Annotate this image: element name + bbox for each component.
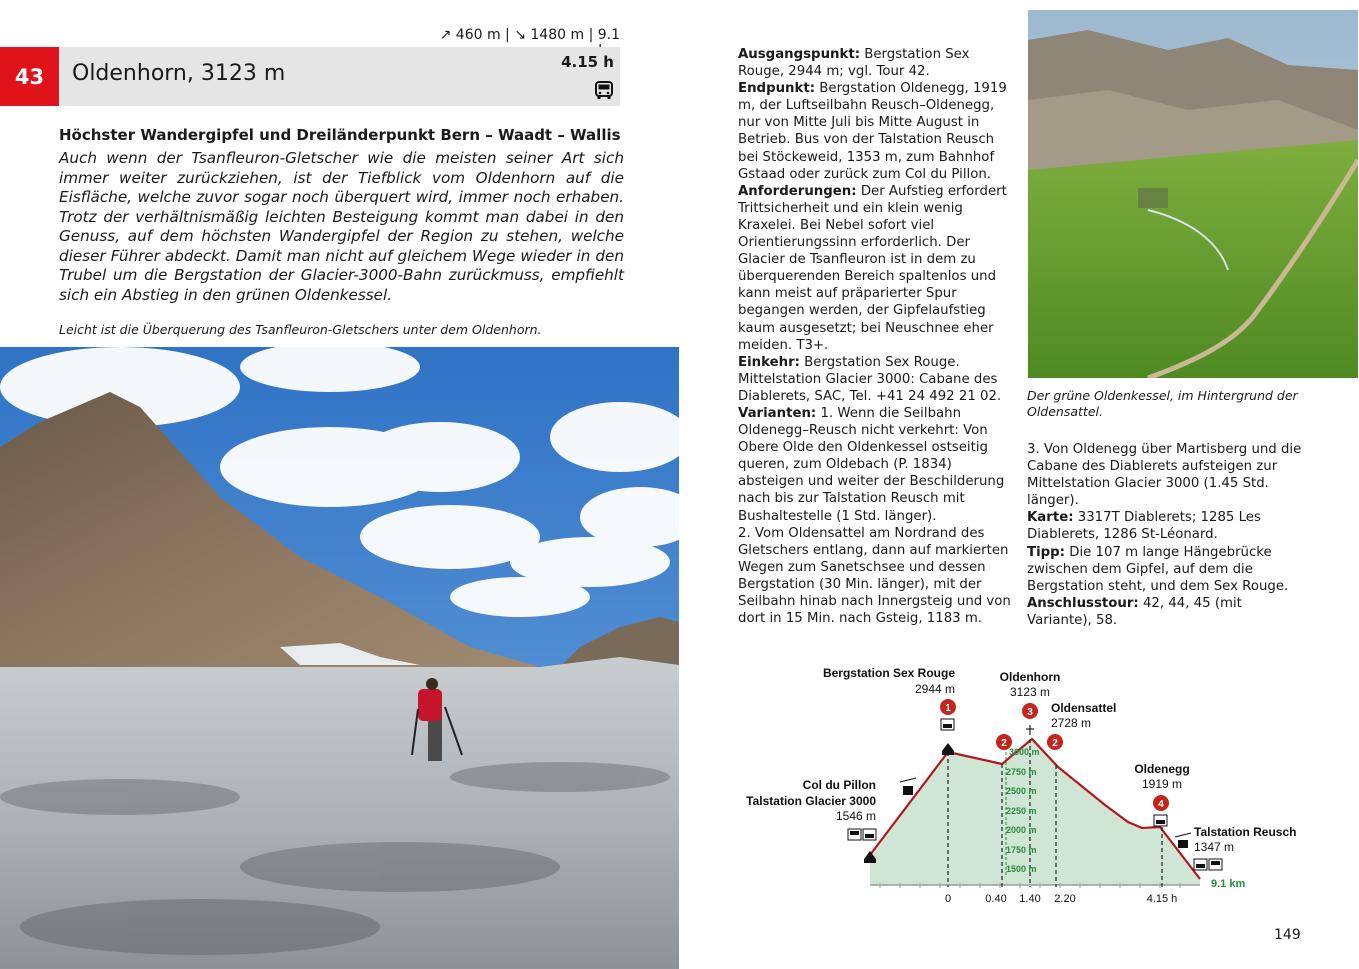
text-anschlusstour: 42, 44, 45 (mit Variante), 58. xyxy=(1027,595,1242,628)
cablecar-icon-reusch xyxy=(1175,833,1191,848)
intro-text: Auch wenn der Tsanfleuron-Gletscher wie die meisten seiner Art sich immer weiter zurückziehen, ist der Tiefblick vom Oldenhorn auf die Eisfläche, welche zuvor sogar noch überquert wird, immer noch erhaben. Trotz der verhältnismäßig leichten Besteigung kommt man dabei in den Genuss, auf dem höchsten Wandergipfel der Region zu stehen, welche dieser Führer abdeckt. Damit man nicht auf gleichem Wege wieder in den Trubel um die Bergstation der Glacier-3000-Bahn zurückmuss, empfiehlt sich ein Abstieg in den grünen Oldenkessel. xyxy=(59,149,624,304)
alt-tick-1500: 1500 m xyxy=(1006,864,1037,874)
label-tipp: Tipp: xyxy=(1027,544,1065,560)
label-sexrouge-alt: 2944 m xyxy=(914,682,955,696)
label-oldenegg-alt: 1919 m xyxy=(1141,777,1183,791)
label-reusch-name: Talstation Reusch xyxy=(1194,825,1297,839)
label-varianten: Varianten: xyxy=(738,405,817,421)
distance-label: 9.1 km xyxy=(1211,878,1246,890)
alt-tick-2750: 2750 m xyxy=(1006,767,1037,777)
tour-header xyxy=(0,47,620,106)
alt-tick-1750: 1750 m xyxy=(1006,845,1037,855)
label-karte: Karte: xyxy=(1027,510,1074,526)
photo-caption-oldenkessel: Der grüne Oldenkessel, im Hintergrund der Oldensattel. xyxy=(1027,388,1298,419)
tour-title: Oldenhorn, 3123 m xyxy=(72,61,286,86)
label-pillon-alt: 1546 m xyxy=(835,809,876,823)
text-ausgangspunkt: Bergstation Sex Rouge, 2944 m; vgl. Tour 42. xyxy=(738,47,970,80)
oldenkessel-photo xyxy=(1028,10,1358,378)
info-column-left xyxy=(738,46,1013,627)
alt-tick-2000: 2000 m xyxy=(1006,825,1037,835)
text-tipp: Die 107 m lange Hängebrücke zwischen dem Gipfel, auf dem die Bergstation steht, und dem Sex Rouge. xyxy=(1027,544,1289,594)
cablecar-icon-pillon xyxy=(900,778,916,795)
bus-cablecar-icons-pillon xyxy=(848,829,876,840)
marker-1: 1 xyxy=(945,703,951,714)
cablecar-icon-sexrouge xyxy=(941,719,954,730)
label-oldenhorn-alt: 3123 m xyxy=(1009,685,1051,699)
label-sexrouge-name: Bergstation Sex Rouge xyxy=(822,666,955,680)
text-anforderungen: Der Aufstieg erfordert Trittsicherheit und ein klein wenig Kraxelei. Bei Nebel sofort viel Orientierungssinn erforderlich. Der Glacier de Tsanfleuron ist in dem zu überquerenden Bereich spaltenlos und kann meist auf präparierter Spur begangen werden, der Gipfelaufstieg kaum ausgesetzt; bei Neuschnee eher meiden. T3+. xyxy=(738,183,1007,353)
text-endpunkt: Bergstation Oldenegg, 1919 m, der Luftseilbahn Reusch–Oldenegg, nur von Mitte Juli bis Mitte August in Betrieb. Bus von der Talstation Reusch bei Stöckeweid, 1353 m, zum Bahnhof Gstaad oder zurück zum Col du Pillon. xyxy=(738,81,1007,182)
label-einkehr: Einkehr: xyxy=(738,354,800,370)
bus-icon xyxy=(594,80,614,104)
time-tick-0: 0 xyxy=(944,893,952,905)
label-ausgangspunkt: Ausgangspunkt: xyxy=(738,47,861,62)
time-tick-220: 2.20 xyxy=(1054,893,1076,905)
time-tick-040: 0.40 xyxy=(985,893,1007,905)
text-einkehr: Bergstation Sex Rouge. Mittelstation Glacier 3000: Cabane des Diablerets, SAC, Tel. +41 24 492 21 02. xyxy=(738,354,1002,404)
label-oldenegg-name: Oldenegg xyxy=(1134,762,1190,776)
cablecar-icon-oldenegg xyxy=(1154,815,1167,826)
photo-caption-glacier: Leicht ist die Überquerung des Tsanfleuron-Gletschers unter dem Oldenhorn. xyxy=(59,322,542,337)
page-number: 149 xyxy=(1274,927,1301,943)
time-tick-140: 1.40 xyxy=(1019,893,1041,905)
label-oldensattel-name: Oldensattel xyxy=(1051,701,1117,715)
text-variante-1: 1. Wenn die Seilbahn Oldenegg–Reusch nicht verkehrt: Von Obere Olde den Oldenkessel ostseitig queren, zum Oldebach (P. 1834) absteigen und weiter der Beschilderung nach bis zur Talstation Reusch mit Bushaltestelle (1 Std. länger). xyxy=(738,405,1005,524)
label-pillon-name2: Talstation Glacier 3000 xyxy=(746,794,876,808)
label-reusch-alt: 1347 m xyxy=(1194,840,1235,854)
bus-cablecar-icons-reusch xyxy=(1194,859,1222,870)
glacier-photo xyxy=(0,347,679,969)
text-variante-2: 2. Vom Oldensattel am Nordrand des Gletschers entlang, dann auf markierten Wegen zum Sanetschsee und dessen Bergstation (30 Min. länger), mit der Seilbahn hinab nach Innergsteig und von dort in 15 Min. nach Gsteig, 1183 m. xyxy=(738,525,1011,627)
marker-3: 3 xyxy=(1027,707,1033,718)
tour-subtitle: Höchster Wandergipfel und Dreiländerpunkt Bern – Waadt – Wallis xyxy=(59,126,621,144)
elevation-profile xyxy=(730,655,1330,915)
label-anforderungen: Anforderungen: xyxy=(738,183,857,199)
label-endpunkt: Endpunkt: xyxy=(738,81,816,97)
label-oldenhorn-name: Oldenhorn xyxy=(999,670,1061,684)
label-oldensattel-alt: 2728 m xyxy=(1051,716,1092,730)
marker-2a: 2 xyxy=(1001,738,1007,749)
tour-time: 4.15 h xyxy=(561,53,614,71)
tour-number: 43 xyxy=(0,47,59,106)
hut-icon-sexrouge xyxy=(942,743,954,755)
info-column-right xyxy=(1027,441,1302,629)
marker-4: 4 xyxy=(1158,799,1164,810)
label-pillon-name1: Col du Pillon xyxy=(802,778,876,792)
alt-tick-3000: 3000 m xyxy=(1009,747,1040,757)
text-variante-3: 3. Von Oldenegg über Martisberg und die Cabane des Diablerets aufsteigen zur Mittelstation Glacier 3000 (1.45 Std. länger). xyxy=(1027,442,1302,509)
alt-tick-2250: 2250 m xyxy=(1006,806,1037,816)
time-tick-415: 4.15 h xyxy=(1146,893,1178,905)
label-anschlusstour: Anschlusstour: xyxy=(1027,595,1139,611)
tour-stats: ↗ 460 m | ↘ 1480 m | 9.1 xyxy=(439,27,620,43)
marker-2b: 2 xyxy=(1052,738,1058,749)
alt-tick-2500: 2500 m xyxy=(1006,786,1037,796)
text-karte: 3317T Diablerets; 1285 Les Diablerets, 1286 St-Léonard. xyxy=(1027,510,1261,543)
